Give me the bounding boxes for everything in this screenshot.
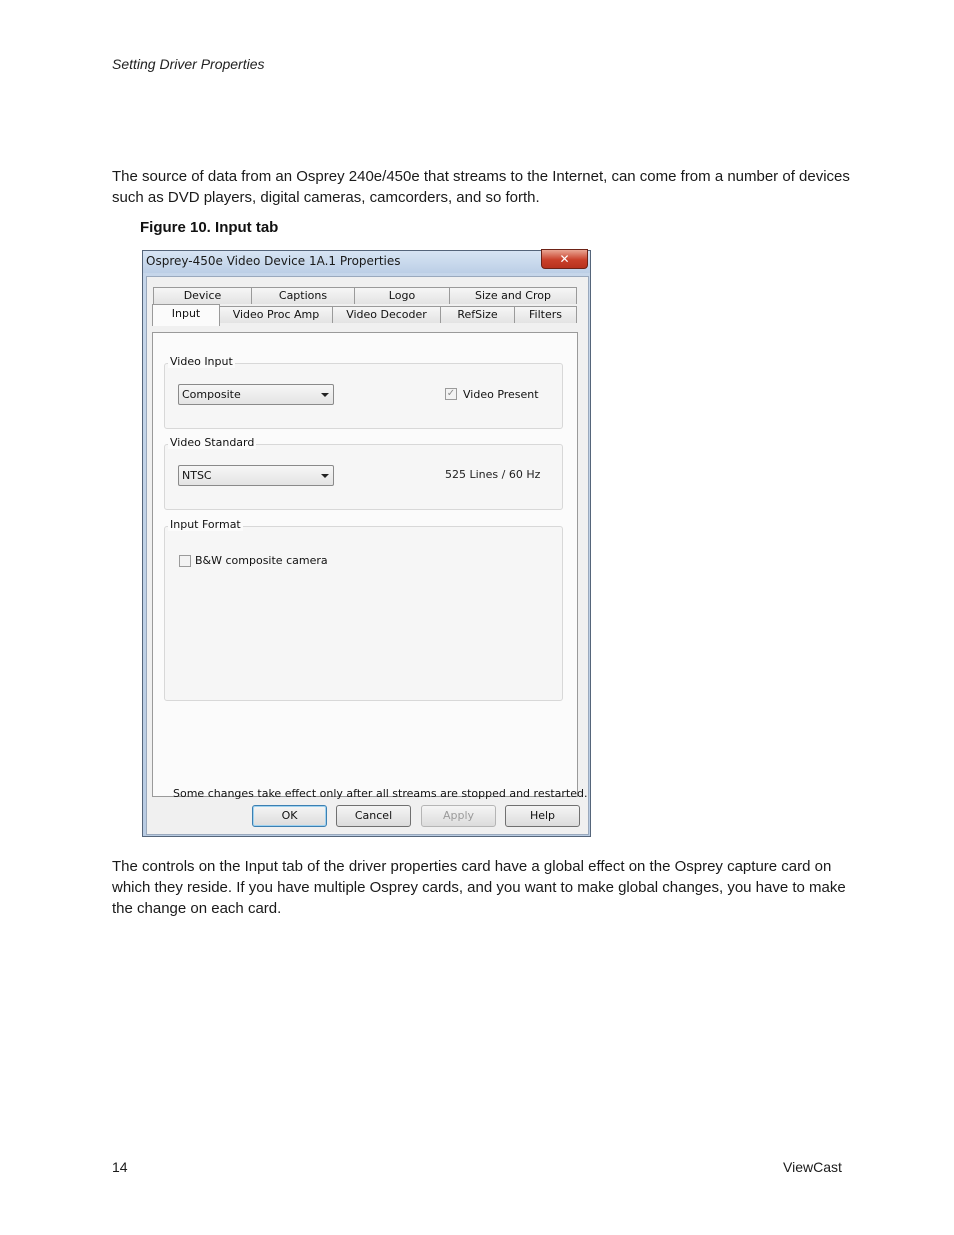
video-input-group-label: Video Input	[170, 355, 233, 368]
properties-dialog-screenshot	[142, 250, 591, 837]
input-tab-panel	[152, 332, 588, 800]
bw-composite-camera-checkbox[interactable]	[179, 555, 191, 567]
tab-logo[interactable]: Logo	[354, 287, 450, 304]
close-icon: ✕	[559, 252, 570, 266]
tab-video-proc-amp[interactable]: Video Proc Amp	[219, 306, 333, 323]
tab-filters[interactable]: Filters	[514, 306, 577, 323]
dialog-client-area	[146, 276, 589, 835]
page-number: 14	[112, 1159, 128, 1175]
video-standard-group-label: Video Standard	[170, 436, 255, 449]
video-standard-selected: NTSC	[182, 469, 212, 482]
running-head: Setting Driver Properties	[112, 56, 265, 72]
dialog-titlebar	[143, 251, 590, 273]
video-standard-select[interactable]	[178, 465, 334, 486]
video-present-checkbox[interactable]	[445, 388, 457, 400]
input-format-group	[164, 526, 563, 701]
check-icon: ✓	[446, 388, 456, 399]
close-button[interactable]	[541, 249, 588, 269]
video-input-selected: Composite	[182, 388, 241, 401]
apply-button[interactable]: Apply	[421, 805, 496, 827]
figure-caption: Figure 10. Input tab	[140, 219, 279, 236]
tab-captions[interactable]: Captions	[251, 287, 355, 304]
ok-button[interactable]: OK	[252, 805, 327, 827]
video-standard-info: 525 Lines / 60 Hz	[445, 468, 541, 481]
video-present-label: Video Present	[463, 388, 539, 401]
tab-size-and-crop[interactable]: Size and Crop	[449, 287, 577, 304]
restart-note: Some changes take effect only after all streams are stopped and restarted.	[173, 787, 588, 800]
closing-paragraph: The controls on the Input tab of the driver properties card have a global effect on the Osprey capture card on which they reside. If you have multiple Osprey cards, and you want to make global changes, you have to make the change on each card.	[112, 858, 846, 917]
dialog-title: Osprey-450e Video Device 1A.1 Properties	[146, 254, 401, 268]
tab-device[interactable]: Device	[153, 287, 252, 304]
chevron-down-icon	[321, 393, 329, 397]
footer-brand: ViewCast	[783, 1159, 842, 1175]
input-format-group-label: Input Format	[170, 518, 241, 531]
bw-composite-camera-label: B&W composite camera	[195, 554, 328, 567]
help-button[interactable]: Help	[505, 805, 580, 827]
tab-video-decoder[interactable]: Video Decoder	[332, 306, 441, 323]
cancel-button[interactable]: Cancel	[336, 805, 411, 827]
video-input-select[interactable]	[178, 384, 334, 405]
intro-paragraph: The source of data from an Osprey 240e/450e that streams to the Internet, can come from a number of devices such as DVD players, digital cameras, camcorders, and so forth.	[112, 168, 850, 206]
chevron-down-icon	[321, 474, 329, 478]
tab-input[interactable]: Input	[152, 304, 220, 326]
tab-refsize[interactable]: RefSize	[440, 306, 515, 323]
